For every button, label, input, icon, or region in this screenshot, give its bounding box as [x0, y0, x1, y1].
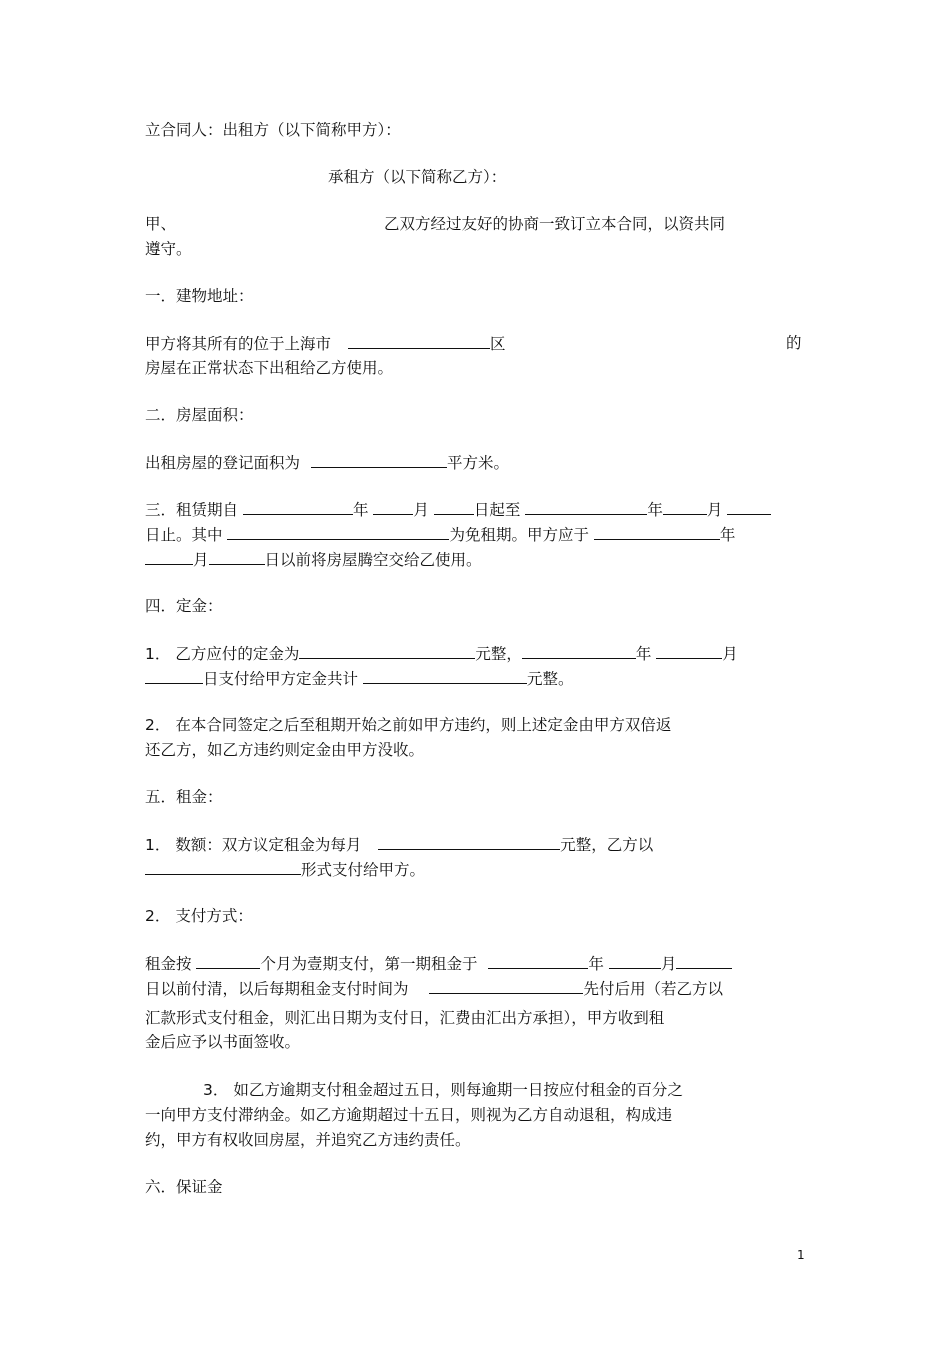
lessor-line: 立合同人：出租方（以下简称甲方）：: [145, 121, 401, 139]
s3-line-2: [145, 524, 735, 545]
s4-item1-text-a: 乙方应付的定金为: [175, 645, 300, 663]
handover-month-blank[interactable]: [145, 549, 193, 565]
intro-text-b: 乙双方经过友好的协商一致订立本合同，以资共同: [384, 215, 726, 233]
s5-item3-line-3: 约，甲方有权收回房屋，并追究乙方违约责任。: [145, 1131, 471, 1149]
deposit-month-blank[interactable]: [656, 643, 722, 659]
s2-text-1: 出租房屋的登记面积为: [145, 454, 301, 472]
s3-text-10: 月: [193, 551, 209, 569]
s4-item1-text-e: 日支付给甲方定金共计: [203, 670, 359, 688]
start-year-blank[interactable]: [243, 499, 353, 515]
s1-line-1: [145, 333, 505, 354]
s5-item1-line-1: [145, 834, 653, 855]
s5-item1-text-c: 形式支付给甲方。: [301, 861, 426, 879]
s3-text-3: 月: [413, 501, 429, 519]
district-blank[interactable]: [348, 333, 490, 349]
s4-item2-line-2: 还乙方，如乙方违约则定金由甲方没收。: [145, 741, 425, 759]
s3-text-7: 日止。其中: [145, 526, 223, 544]
s5-item3-line-1: [203, 1080, 683, 1100]
s4-item1-text-d: 月: [722, 645, 738, 663]
s4-item1-text-f: 元整。: [526, 670, 574, 688]
intro-text-a: 甲、: [145, 215, 177, 233]
rent-free-blank[interactable]: [227, 524, 449, 540]
s3-text-6: 月: [706, 501, 723, 519]
s5-pay-text-a: 租金按: [145, 955, 192, 973]
deposit-amount-blank[interactable]: [299, 643, 475, 659]
end-month-blank[interactable]: [663, 499, 707, 515]
subsequent-pay-blank[interactable]: [429, 978, 583, 994]
s2-text-2: 平方米。: [446, 454, 509, 472]
s5-item3-number: 3．: [203, 1081, 229, 1099]
s5-pay-line-2: [145, 978, 723, 999]
s5-item3-text-a: 如乙方逾期支付租金超过五日，则每逾期一日按应付租金的百分之: [233, 1081, 683, 1099]
s4-item1-text-b: 元整，: [475, 645, 522, 663]
page-number: 1: [797, 1248, 805, 1262]
s3-text-2: 年: [352, 501, 369, 519]
deposit-day-blank[interactable]: [145, 668, 203, 684]
end-day-blank[interactable]: [727, 499, 771, 515]
intro-line-2: 遵守。: [145, 240, 192, 258]
s5-pay-line-1: [145, 953, 732, 974]
first-pay-day-blank[interactable]: [676, 953, 732, 969]
s5-item2-number: 2．: [145, 907, 171, 925]
s5-pay-text-c: 年: [588, 955, 604, 973]
s5-item1-line-2: [145, 859, 425, 880]
lessee-line: 承租方（以下简称乙方）：: [328, 168, 507, 186]
s3-line-3: [145, 549, 482, 570]
first-pay-year-blank[interactable]: [488, 953, 588, 969]
area-blank[interactable]: [311, 452, 447, 468]
intro-line-1: [145, 214, 725, 234]
s5-item1-text-b: 元整，乙方以: [560, 836, 654, 854]
section-6-title: 六．保证金: [145, 1178, 223, 1196]
period-months-blank[interactable]: [196, 953, 260, 969]
rent-amount-blank[interactable]: [378, 834, 560, 850]
s1-text-1: 甲方将其所有的位于上海市: [145, 335, 332, 353]
section-1-title: 一．建物地址：: [145, 287, 254, 305]
s4-item1-number: 1．: [145, 645, 171, 663]
section-5-title: 五．租金：: [145, 788, 223, 806]
s3-text-5: 年: [647, 501, 663, 519]
s4-item1-line-1: [145, 643, 738, 664]
s4-item2-number: 2．: [145, 716, 171, 734]
section-2-title: 二．房屋面积：: [145, 406, 254, 424]
payment-form-blank[interactable]: [145, 859, 301, 875]
s5-item2-text-a: 支付方式：: [175, 907, 253, 925]
handover-year-blank[interactable]: [594, 524, 720, 540]
deposit-total-blank[interactable]: [363, 668, 527, 684]
s3-text-4: 日起至: [473, 501, 521, 519]
s1-text-3: 的: [786, 334, 802, 352]
end-year-blank[interactable]: [525, 499, 647, 515]
s5-item3-line-2: 一向甲方支付滞纳金。如乙方逾期超过十五日，则视为乙方自动退租，构成违: [145, 1106, 673, 1124]
s5-item1-number: 1．: [145, 836, 171, 854]
handover-day-blank[interactable]: [209, 549, 265, 565]
s4-item2-text-a: 在本合同签定之后至租期开始之前如甲方违约，则上述定金由甲方双倍返: [175, 716, 672, 734]
s1-line-2: 房屋在正常状态下出租给乙方使用。: [145, 359, 394, 377]
s3-line-1: [145, 499, 771, 520]
s1-text-2: 区: [489, 335, 506, 353]
s5-pay-line-4: 金后应予以书面签收。: [145, 1033, 301, 1051]
s5-item2-line: [145, 906, 253, 926]
s3-text-1: 三．租赁期自: [145, 501, 239, 519]
s4-item1-text-c: 年: [635, 645, 652, 663]
s5-pay-line-3: 汇款形式支付租金，则汇出日期为支付日，汇费由汇出方承担），甲方收到租: [145, 1009, 665, 1027]
section-4-title: 四．定金：: [145, 597, 223, 615]
s5-pay-text-f: 先付后用（若乙方以: [583, 980, 723, 998]
s4-item2-line-1: [145, 715, 671, 735]
s2-line-1: [145, 452, 509, 473]
start-day-blank[interactable]: [434, 499, 474, 515]
s5-pay-text-b: 个月为壹期支付，第一期租金于: [260, 955, 478, 973]
s3-text-9: 年: [719, 526, 736, 544]
s5-item1-text-a: 数额：双方议定租金为每月: [175, 836, 362, 854]
deposit-year-blank[interactable]: [522, 643, 636, 659]
start-month-blank[interactable]: [373, 499, 413, 515]
first-pay-month-blank[interactable]: [609, 953, 661, 969]
s3-text-8: 为免租期。甲方应于: [449, 526, 589, 544]
s4-item1-line-2: [145, 668, 573, 689]
s3-text-11: 日以前将房屋腾空交给乙使用。: [264, 551, 482, 569]
s5-pay-text-d: 月: [660, 955, 677, 973]
s5-pay-text-e: 日以前付清，以后每期租金支付时间为: [145, 980, 409, 998]
